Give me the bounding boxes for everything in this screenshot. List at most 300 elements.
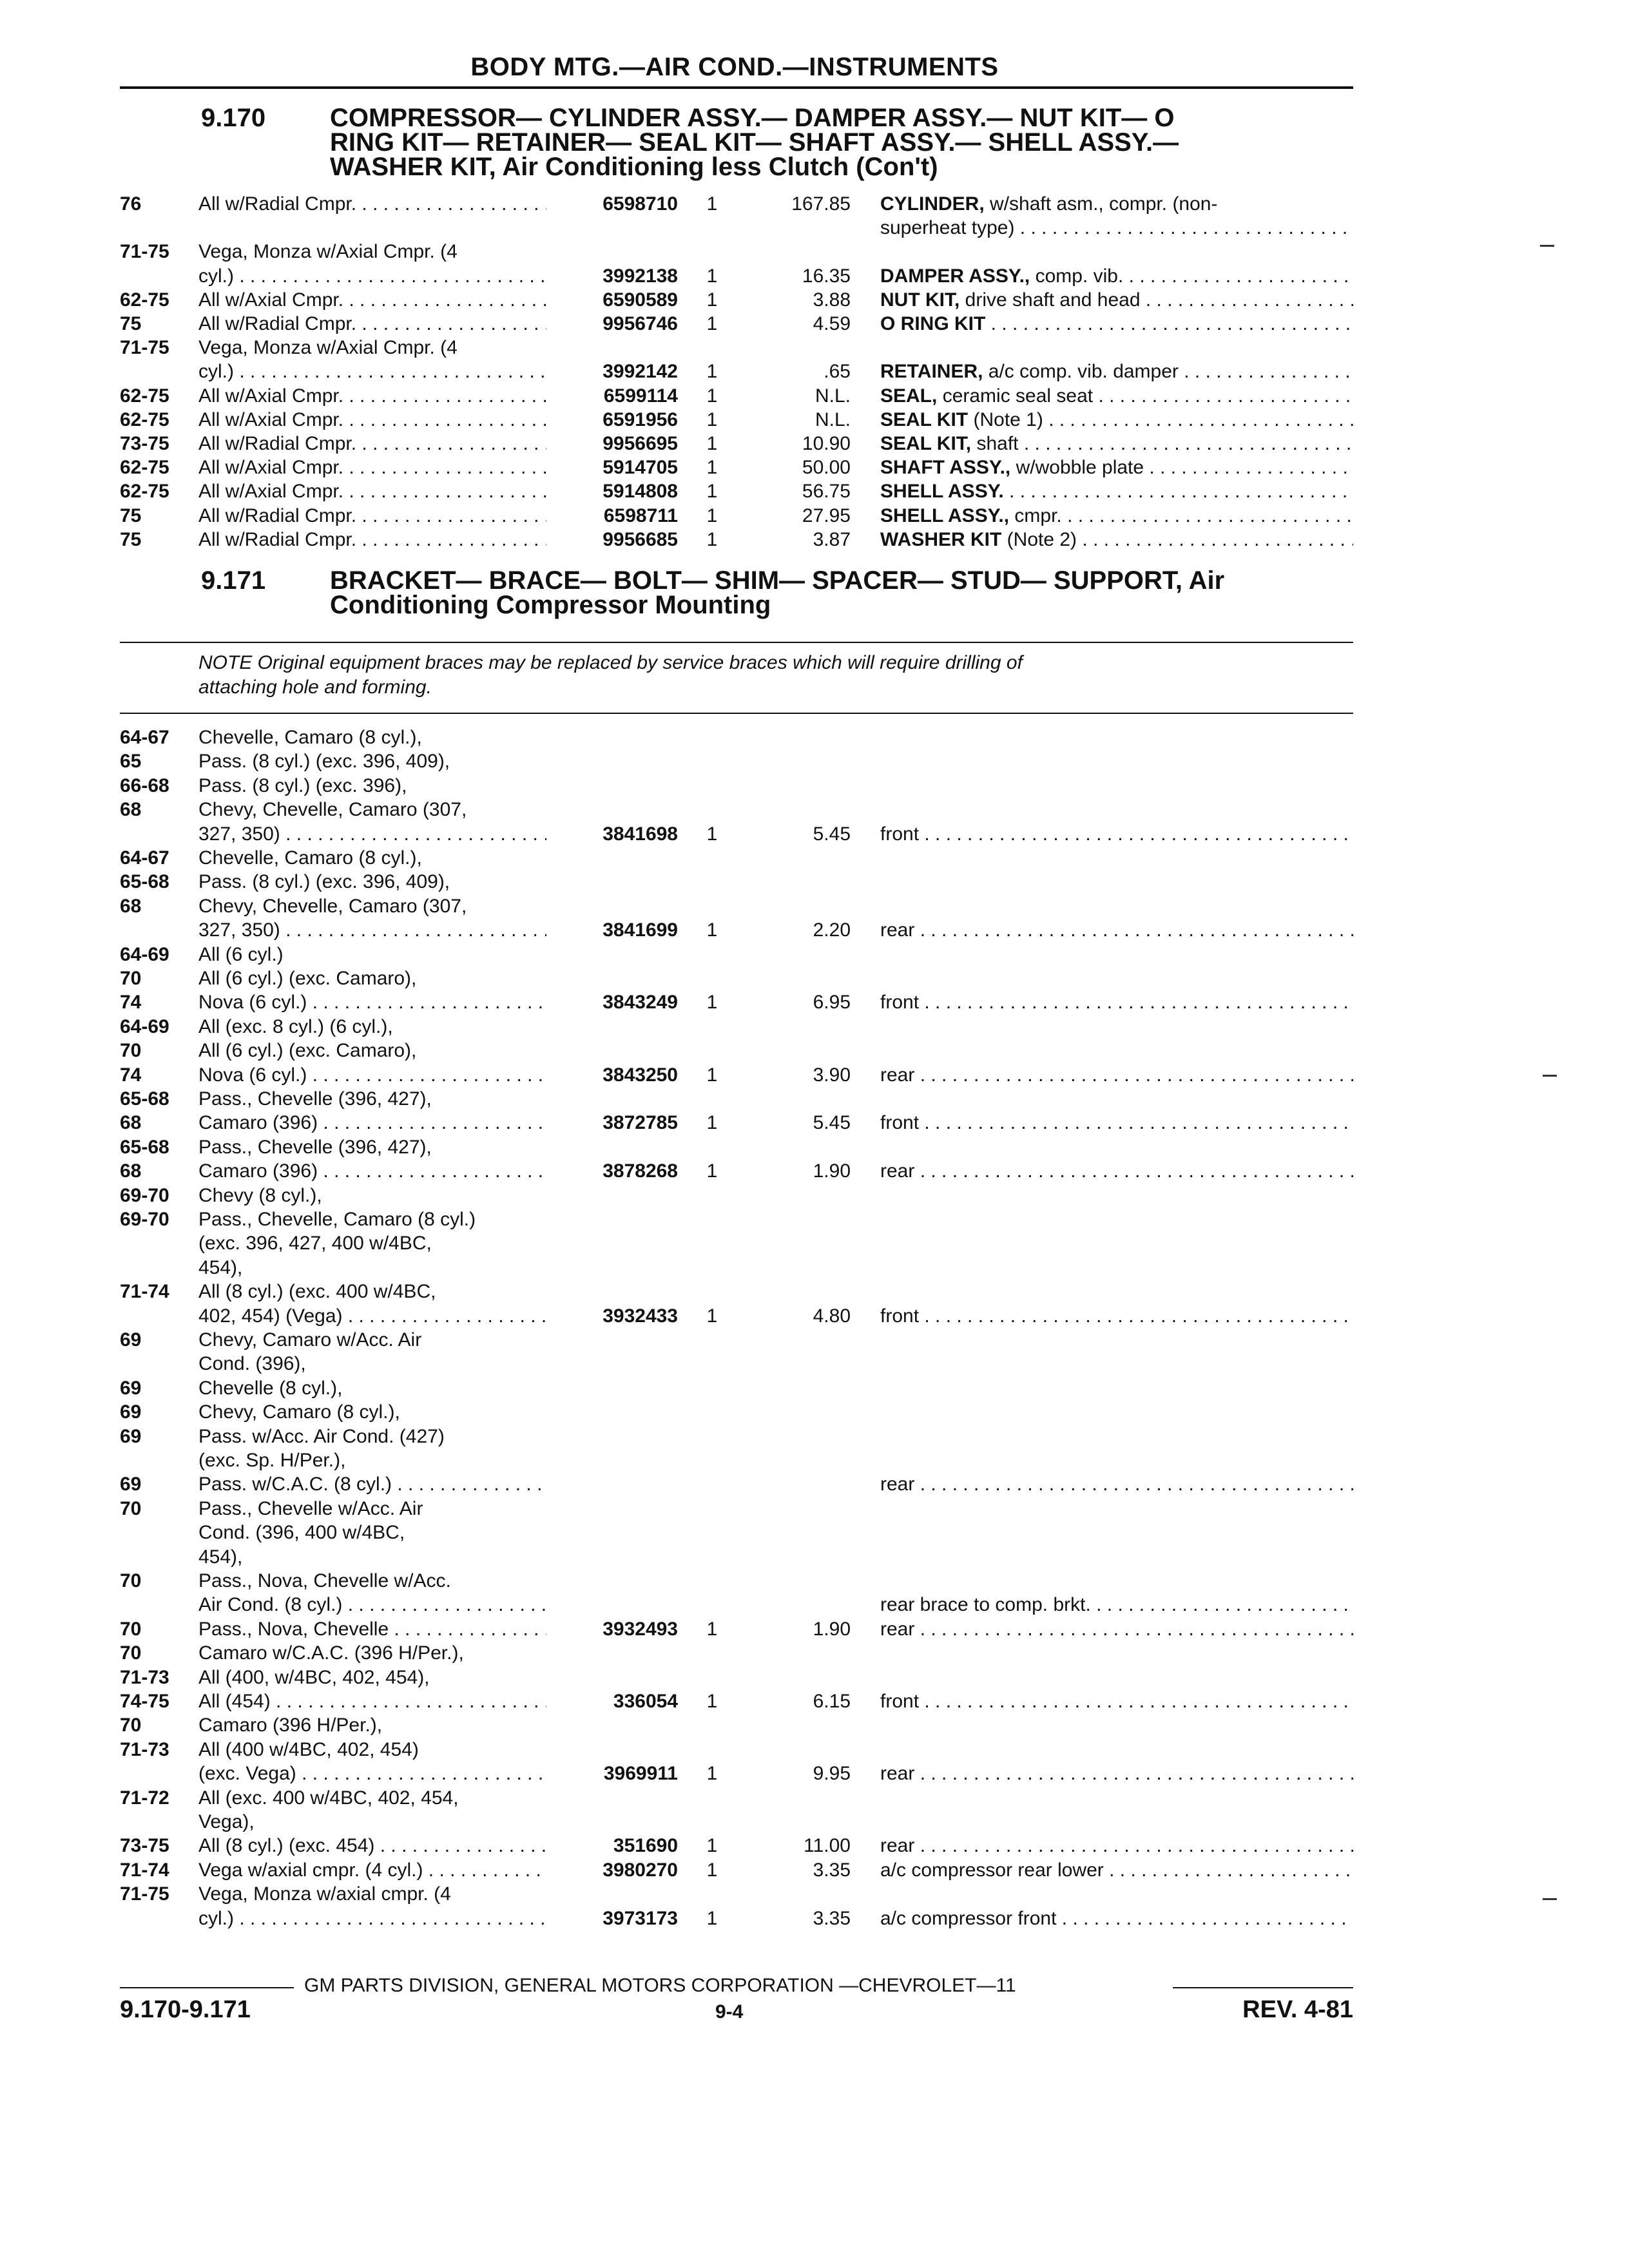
model-year: 68 [120, 896, 142, 917]
application: Pass. (8 cyl.) (exc. 396), [198, 775, 407, 796]
table-row [0, 1641, 1629, 1666]
margin-mark [1543, 1898, 1557, 1900]
application: All (exc. 400 w/4BC, 402, 454, [198, 1787, 459, 1809]
description: front . . . [880, 1304, 1353, 1329]
table-row [0, 1593, 1629, 1617]
application: Vega, Monza w/axial cmpr. (4 [198, 1883, 451, 1905]
model-year: 65-68 [120, 871, 169, 892]
application: Camaro (396) . . . [198, 1159, 546, 1184]
quantity: 1 [706, 481, 718, 502]
model-year: 71-75 [120, 241, 169, 262]
model-year: 66-68 [120, 775, 169, 796]
application: Pass., Nova, Chevelle w/Acc. [198, 1570, 451, 1591]
model-year: 64-67 [120, 847, 169, 869]
application: All (400 w/4BC, 402, 454) [198, 1739, 419, 1760]
part-name: CYLINDER, [880, 193, 985, 215]
model-year: 69-70 [120, 1209, 169, 1230]
application: Pass., Nova, Chevelle . . . [198, 1617, 546, 1642]
table-row [0, 1425, 1629, 1449]
application: cyl.) . . . [198, 1907, 546, 1931]
application: Chevelle, Camaro (8 cyl.), [198, 727, 422, 748]
application: All (454) . . . [198, 1689, 546, 1714]
model-year: 62-75 [120, 481, 169, 502]
price: N.L. [815, 385, 851, 407]
application: 454), [198, 1546, 243, 1568]
price: 3.87 [813, 529, 851, 550]
table-row [0, 1762, 1629, 1786]
application: Vega w/axial cmpr. (4 cyl.) . . . [198, 1858, 546, 1883]
quantity: 1 [706, 313, 718, 334]
quantity: 1 [706, 1064, 718, 1086]
table-row [0, 528, 1629, 552]
application: 327, 350) . . . [198, 822, 546, 847]
description [880, 384, 1353, 408]
table-row [0, 1376, 1629, 1401]
header-rule [120, 86, 1353, 89]
part-name: RETAINER, [880, 361, 983, 382]
part-name: DAMPER ASSY., [880, 265, 1030, 287]
description: rear . . . [880, 1063, 1353, 1088]
footer-publisher: GM PARTS DIVISION, GENERAL MOTORS CORPORATION —CHEVROLET—11 [304, 1975, 1016, 1996]
description [880, 504, 1353, 528]
part-number: 3992142 [602, 361, 678, 382]
part-number: 6599114 [603, 385, 678, 407]
section-title-line-1: BRACKET— BRACE— BOLT— SHIM— SPACER— STUD— SUPPORT, Air [330, 566, 1225, 595]
part-detail: superheat type) [880, 217, 1015, 238]
description: front . . . [880, 1689, 1353, 1714]
description [880, 360, 1353, 384]
price: 5.45 [813, 823, 851, 845]
application: Pass., Chevelle (396, 427), [198, 1137, 432, 1158]
application: cyl.) . . . [198, 264, 546, 289]
table-row [0, 1039, 1629, 1063]
part-number: 3843249 [602, 992, 678, 1013]
table-row [0, 479, 1629, 504]
table-row [0, 1810, 1629, 1834]
model-year: 70 [120, 1642, 142, 1664]
table-row [0, 918, 1629, 943]
application: Chevy, Camaro w/Acc. Air [198, 1329, 422, 1350]
application: Pass. w/Acc. Air Cond. (427) [198, 1426, 445, 1447]
application: All (8 cyl.) (exc. 400 w/4BC, [198, 1281, 436, 1302]
description: rear . . . [880, 1472, 1353, 1497]
price: 2.20 [813, 919, 851, 941]
application: Vega), [198, 1811, 255, 1832]
table-row [0, 1858, 1629, 1883]
price: 5.45 [813, 1112, 851, 1133]
footer-section-range: 9.170-9.171 [120, 1996, 251, 2023]
application: Cond. (396, 400 w/4BC, [198, 1522, 405, 1543]
application: All (6 cyl.) [198, 944, 284, 965]
part-name: SEAL KIT [880, 409, 969, 430]
application: Nova (6 cyl.) . . . [198, 990, 546, 1015]
quantity: 1 [706, 361, 718, 382]
price: 9.95 [813, 1763, 851, 1784]
price: 3.35 [813, 1908, 851, 1929]
section-title-line-3: WASHER KIT, Air Conditioning less Clutch (Con't) [330, 153, 938, 181]
table-row [0, 1207, 1629, 1232]
part-name: SHELL ASSY., [880, 505, 1010, 526]
description [880, 288, 1353, 312]
table-row [0, 1689, 1629, 1714]
part-detail: (Note 1) [968, 409, 1043, 430]
description: rear . . . [880, 1834, 1353, 1858]
table-row [0, 990, 1629, 1015]
description: rear . . . [880, 918, 1353, 943]
application: Vega, Monza w/Axial Cmpr. (4 [198, 241, 458, 262]
part-number: 3992138 [602, 265, 678, 287]
part-name: WASHER KIT [880, 529, 1002, 550]
model-year: 76 [120, 193, 142, 215]
part-name: O RING KIT [880, 313, 986, 334]
application: All w/Axial Cmpr. . . . [198, 288, 546, 312]
table-row [0, 216, 1629, 240]
model-year: 71-75 [120, 1883, 169, 1905]
quantity: 1 [706, 992, 718, 1013]
part-number: 3872785 [602, 1112, 678, 1133]
table-row [0, 1352, 1629, 1376]
application: All w/Axial Cmpr. . . . [198, 384, 546, 408]
quantity: 1 [706, 193, 718, 215]
part-detail: cmpr. [1009, 505, 1062, 526]
quantity: 1 [706, 457, 718, 478]
description [880, 528, 1353, 552]
application: Chevy, Chevelle, Camaro (307, [198, 896, 467, 917]
description [880, 192, 1353, 216]
description: rear . . . [880, 1159, 1353, 1184]
part-number: 3841699 [602, 919, 678, 941]
application: Pass., Chevelle (396, 427), [198, 1088, 432, 1110]
model-year: 70 [120, 968, 142, 989]
application: All (6 cyl.) (exc. Camaro), [198, 1040, 417, 1061]
table-row [0, 1907, 1629, 1931]
table-row [0, 1304, 1629, 1329]
note-top-rule [120, 642, 1353, 643]
quantity: 1 [706, 529, 718, 550]
section-number: 9.171 [201, 566, 266, 595]
part-number: 9956695 [602, 433, 678, 454]
application: Camaro (396) . . . [198, 1111, 546, 1135]
part-number: 3843250 [602, 1064, 678, 1086]
part-number: 3969911 [603, 1763, 678, 1784]
part-number: 3841698 [602, 823, 678, 845]
part-number: 6598710 [602, 193, 678, 215]
section-title-line-1: COMPRESSOR— CYLINDER ASSY.— DAMPER ASSY.— NUT KIT— O [330, 104, 1175, 132]
part-name: SEAL, [880, 385, 938, 407]
application: (exc. Vega) . . . [198, 1762, 546, 1786]
table-row [0, 288, 1629, 312]
application: Chevy, Chevelle, Camaro (307, [198, 799, 467, 820]
table-row [0, 1882, 1629, 1907]
model-year: 71-73 [120, 1667, 169, 1688]
part-number: 9956685 [602, 529, 678, 550]
application: Camaro w/C.A.C. (396 H/Per.), [198, 1642, 464, 1664]
table-row [0, 1497, 1629, 1521]
table-row [0, 1713, 1629, 1738]
model-year: 69 [120, 1378, 142, 1399]
application: Pass., Chevelle, Camaro (8 cyl.) [198, 1209, 476, 1230]
part-number: 336054 [613, 1691, 678, 1712]
quantity: 1 [706, 1908, 718, 1929]
model-year: 62-75 [120, 289, 169, 311]
table-row [0, 798, 1629, 822]
part-number: 3980270 [602, 1860, 678, 1881]
part-name: SEAL KIT, [880, 433, 972, 454]
model-year: 70 [120, 1715, 142, 1736]
application: Pass., Chevelle w/Acc. Air [198, 1498, 423, 1519]
part-detail: shaft [971, 433, 1019, 454]
model-year: 65-68 [120, 1088, 169, 1110]
application: All (6 cyl.) (exc. Camaro), [198, 968, 417, 989]
model-year: 69 [120, 1474, 142, 1495]
table-row [0, 432, 1629, 456]
price: 1.90 [813, 1160, 851, 1182]
part-number: 6598711 [603, 505, 678, 526]
model-year: 69 [120, 1426, 142, 1447]
table-row [0, 1256, 1629, 1280]
application: All (400, w/4BC, 402, 454), [198, 1667, 430, 1688]
table-row [0, 1786, 1629, 1811]
application: All w/Axial Cmpr. . . . [198, 408, 546, 432]
model-year: 62-75 [120, 385, 169, 407]
application: All w/Radial Cmpr. . . . [198, 312, 546, 336]
description [880, 264, 1353, 289]
model-year: 74 [120, 992, 142, 1013]
part-number: 3932493 [602, 1619, 678, 1640]
part-detail: drive shaft and head [959, 289, 1141, 311]
price: 3.88 [813, 289, 851, 311]
model-year: 68 [120, 1160, 142, 1182]
table-row [0, 1448, 1629, 1473]
model-year: 69-70 [120, 1185, 169, 1206]
price: 11.00 [804, 1835, 851, 1856]
model-year: 71-75 [120, 337, 169, 358]
model-year: 64-69 [120, 1016, 169, 1037]
part-number: 351690 [613, 1835, 678, 1856]
price: 27.95 [802, 505, 851, 526]
application: Chevelle (8 cyl.), [198, 1378, 343, 1399]
application: All w/Radial Cmpr. . . . [198, 432, 546, 456]
application: Pass. (8 cyl.) (exc. 396, 409), [198, 871, 450, 892]
model-year: 73-75 [120, 433, 169, 454]
quantity: 1 [706, 1160, 718, 1182]
application: (exc. Sp. H/Per.), [198, 1450, 346, 1471]
quantity: 1 [706, 265, 718, 287]
part-name: SHAFT ASSY., [880, 457, 1011, 478]
part-number: 5914808 [602, 481, 678, 502]
table-row [0, 408, 1629, 432]
table-row [0, 360, 1629, 384]
part-detail: comp. vib. [1030, 265, 1124, 287]
part-detail: ceramic seal seat [937, 385, 1094, 407]
application: Chevy (8 cyl.), [198, 1185, 322, 1206]
application: Camaro (396 H/Per.), [198, 1715, 383, 1736]
table-row [0, 943, 1629, 967]
part-number: 6590589 [602, 289, 678, 311]
price: 1.90 [813, 1619, 851, 1640]
quantity: 1 [706, 1112, 718, 1133]
page-number: 9-4 [715, 2001, 744, 2023]
table-row [0, 726, 1629, 750]
model-year: 71-73 [120, 1739, 169, 1760]
application: All w/Radial Cmpr. . . . [198, 528, 546, 552]
model-year: 74 [120, 1064, 142, 1086]
application: cyl.) . . . [198, 360, 546, 384]
quantity: 1 [706, 385, 718, 407]
table-row [0, 312, 1629, 336]
table-row [0, 894, 1629, 919]
model-year: 62-75 [120, 409, 169, 430]
section-title-line-2: Conditioning Compressor Mounting [330, 591, 771, 619]
margin-mark [1540, 245, 1554, 247]
part-number: 6591956 [602, 409, 678, 430]
model-year: 71-72 [120, 1787, 169, 1809]
quantity: 1 [706, 823, 718, 845]
price: N.L. [815, 409, 851, 430]
table-row [0, 336, 1629, 360]
description: a/c compressor rear lower . . . [880, 1858, 1353, 1883]
table-row [0, 1328, 1629, 1352]
price: 4.80 [813, 1305, 851, 1327]
price: 6.95 [813, 992, 851, 1013]
section-title-line-2: RING KIT— RETAINER— SEAL KIT— SHAFT ASSY.— SHELL ASSY.— [330, 128, 1179, 157]
application: Chevy, Camaro (8 cyl.), [198, 1401, 400, 1423]
part-number: 3932433 [602, 1305, 678, 1327]
part-number: 3878268 [602, 1160, 678, 1182]
description [880, 216, 1353, 240]
price: 50.00 [802, 457, 851, 478]
table-row [0, 1159, 1629, 1184]
model-year: 71-74 [120, 1860, 169, 1881]
quantity: 1 [706, 433, 718, 454]
application: Vega, Monza w/Axial Cmpr. (4 [198, 337, 458, 358]
application: Chevelle, Camaro (8 cyl.), [198, 847, 422, 869]
model-year: 70 [120, 1498, 142, 1519]
price: 3.90 [813, 1064, 851, 1086]
table-row [0, 846, 1629, 870]
description [880, 432, 1353, 456]
page-title: BODY MTG.—AIR COND.—INSTRUMENTS [470, 53, 999, 81]
application: Cond. (396), [198, 1353, 306, 1374]
table-row [0, 870, 1629, 894]
price: 3.35 [813, 1860, 851, 1881]
model-year: 70 [120, 1619, 142, 1640]
price: 4.59 [813, 313, 851, 334]
application: Pass. (8 cyl.) (exc. 396, 409), [198, 751, 450, 772]
price: 56.75 [802, 481, 851, 502]
table-row [0, 1015, 1629, 1039]
quantity: 1 [706, 409, 718, 430]
quantity: 1 [706, 289, 718, 311]
application: All (exc. 8 cyl.) (6 cyl.), [198, 1016, 393, 1037]
table-row [0, 264, 1629, 289]
table-row [0, 456, 1629, 480]
table-row [0, 1666, 1629, 1690]
table-row [0, 1400, 1629, 1425]
table-row [0, 1738, 1629, 1762]
table-row [0, 240, 1629, 264]
table-row [0, 384, 1629, 408]
application: 402, 454) (Vega) . . . [198, 1304, 546, 1329]
table-row [0, 1521, 1629, 1545]
note-bottom-rule [120, 713, 1353, 714]
application: All w/Axial Cmpr. . . . [198, 456, 546, 480]
model-year: 75 [120, 313, 142, 334]
table-row [0, 822, 1629, 847]
section-number: 9.170 [201, 104, 266, 132]
table-row [0, 192, 1629, 216]
table-row [0, 966, 1629, 991]
description: rear . . . [880, 1762, 1353, 1786]
model-year: 65-68 [120, 1137, 169, 1158]
table-row [0, 1063, 1629, 1088]
application: All (8 cyl.) (exc. 454) . . . [198, 1834, 546, 1858]
application: (exc. 396, 427, 400 w/4BC, [198, 1233, 432, 1254]
price: 6.15 [813, 1691, 851, 1712]
table-row [0, 1087, 1629, 1111]
application: 327, 350) . . . [198, 918, 546, 943]
model-year: 70 [120, 1570, 142, 1591]
table-row [0, 1617, 1629, 1642]
description [880, 312, 1353, 336]
part-detail: (Note 2) [1001, 529, 1077, 550]
quantity: 1 [706, 1763, 718, 1784]
part-number: 3973173 [602, 1908, 678, 1929]
price: 10.90 [802, 433, 851, 454]
table-row [0, 1135, 1629, 1160]
margin-mark [1543, 1075, 1557, 1077]
table-row [0, 504, 1629, 528]
application: All w/Radial Cmpr. . . . [198, 192, 546, 216]
table-row [0, 1472, 1629, 1497]
table-row [0, 1280, 1629, 1304]
part-detail: w/wobble plate [1010, 457, 1144, 478]
application: Pass. w/C.A.C. (8 cyl.) . . . [198, 1472, 546, 1497]
part-detail: w/shaft asm., compr. (non- [984, 193, 1218, 215]
quantity: 1 [706, 1619, 718, 1640]
table-row [0, 749, 1629, 774]
description: rear brace to comp. brkt. . . . [880, 1593, 1353, 1617]
model-year: 69 [120, 1401, 142, 1423]
application: Nova (6 cyl.) . . . [198, 1063, 546, 1088]
table-row [0, 1184, 1629, 1208]
part-name: NUT KIT, [880, 289, 960, 311]
price: 167.85 [791, 193, 851, 215]
footer-rule-left [120, 1987, 294, 1988]
application: All w/Radial Cmpr. . . . [198, 504, 546, 528]
model-year: 68 [120, 799, 142, 820]
revision-label: REV. 4-81 [1242, 1996, 1353, 2023]
table-row [0, 1111, 1629, 1135]
model-year: 65 [120, 751, 142, 772]
model-year: 75 [120, 505, 142, 526]
quantity: 1 [706, 1860, 718, 1881]
table-row [0, 774, 1629, 798]
quantity: 1 [706, 505, 718, 526]
description: a/c compressor front . . . [880, 1907, 1353, 1931]
application: 454), [198, 1257, 243, 1278]
application: Air Cond. (8 cyl.) . . . [198, 1593, 546, 1617]
part-number: 5914705 [602, 457, 678, 478]
model-year: 70 [120, 1040, 142, 1061]
model-year: 71-74 [120, 1281, 169, 1302]
model-year: 64-69 [120, 944, 169, 965]
part-detail: a/c comp. vib. damper [983, 361, 1179, 382]
application: All w/Axial Cmpr. . . . [198, 479, 546, 504]
part-number: 9956746 [602, 313, 678, 334]
model-year: 69 [120, 1329, 142, 1350]
model-year: 74-75 [120, 1691, 169, 1712]
